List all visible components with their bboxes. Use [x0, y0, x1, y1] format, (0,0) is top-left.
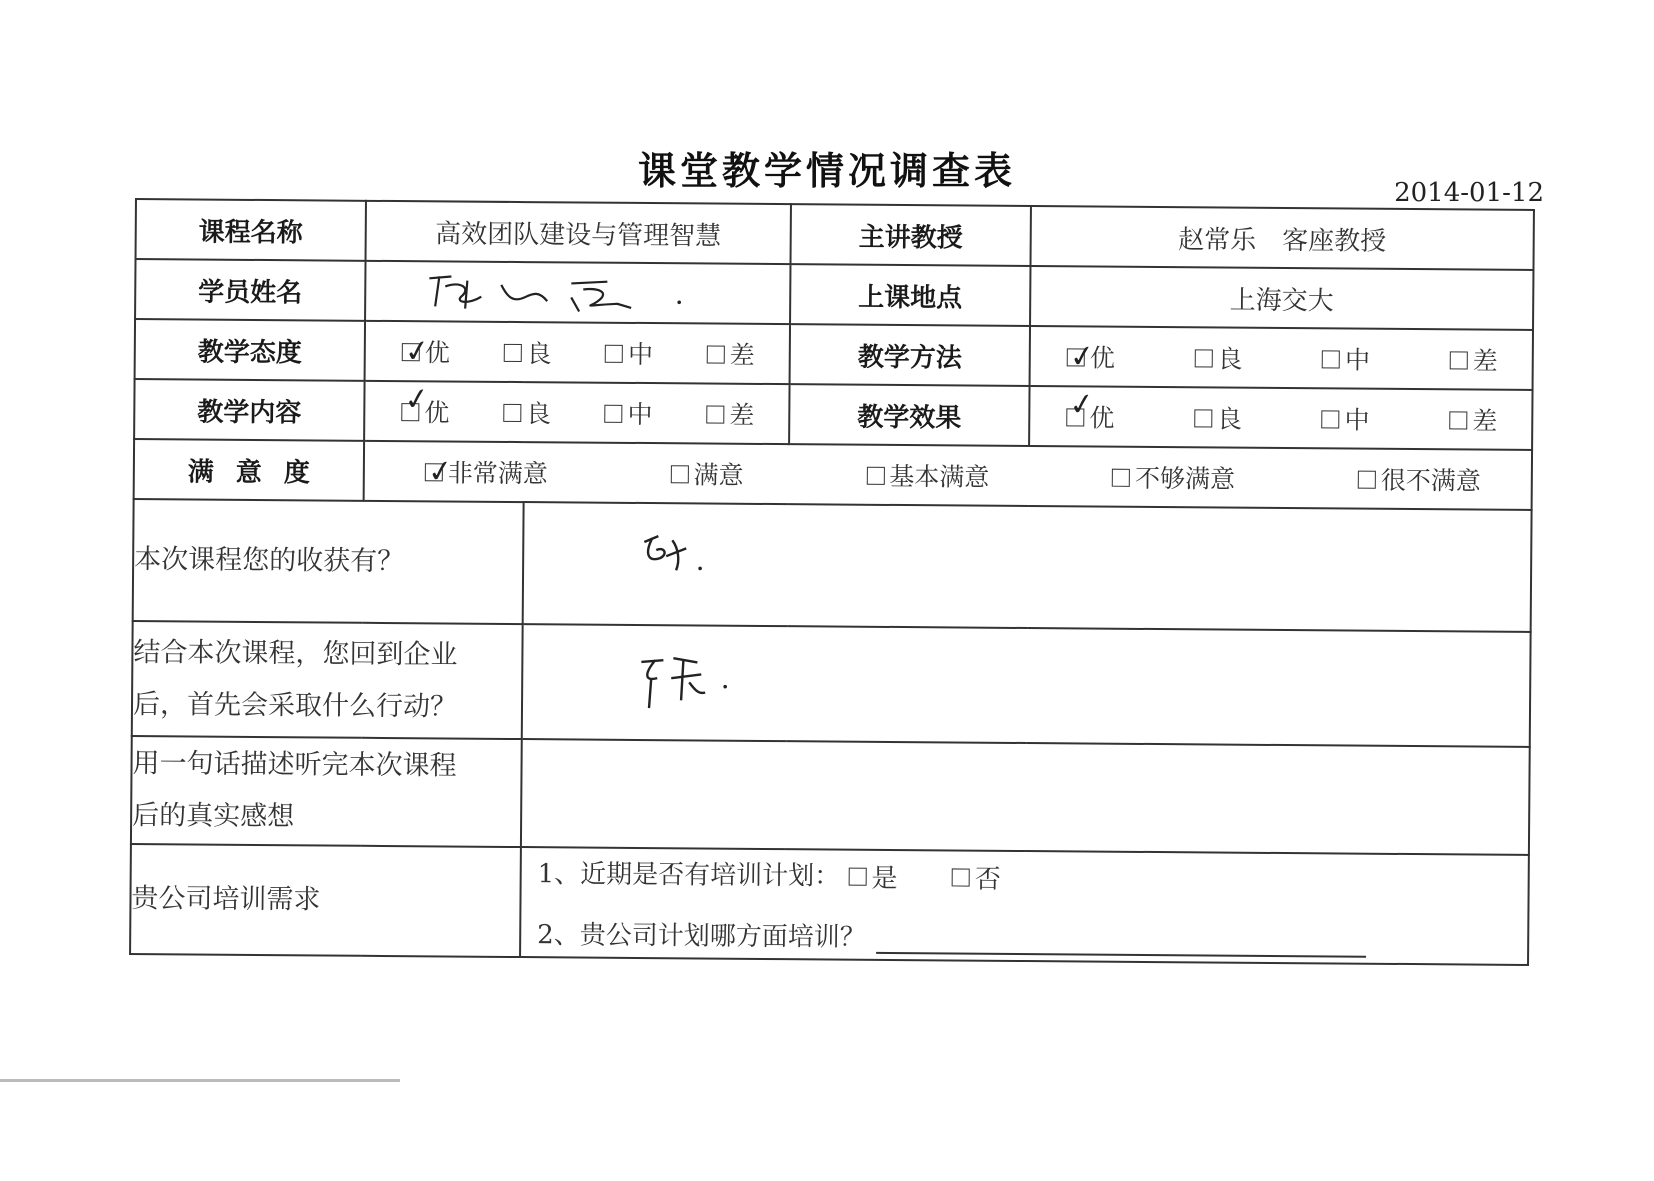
satisfaction-option-very[interactable]: ✓ 非常满意 [425, 452, 548, 491]
student-name-field[interactable] [365, 261, 790, 324]
attitude-option-medium[interactable]: 中 [605, 335, 653, 371]
content-option-excellent[interactable]: ✓ 优 [402, 380, 450, 428]
checkbox-icon[interactable] [605, 405, 623, 423]
satisfaction-option-basic[interactable]: 基本满意 [866, 457, 989, 494]
form-title: 课堂教学情况调查表 [637, 149, 1016, 193]
satisfaction-option-insufficient[interactable]: 不够满意 [1112, 459, 1235, 496]
location-value: 上海交大 [1030, 266, 1533, 330]
handwritten-answer [633, 648, 744, 719]
checkbox-icon[interactable] [605, 345, 623, 363]
course-name-label: 课程名称 [136, 199, 366, 261]
method-option-excellent[interactable]: ✓ 优 [1067, 337, 1115, 376]
checkbox-icon[interactable] [706, 405, 724, 423]
needs-answer-area [520, 847, 1529, 965]
attitude-options [366, 333, 789, 372]
checkmark-icon: ✓ [1067, 337, 1098, 376]
attitude-option-excellent[interactable]: ✓ 优 [402, 332, 450, 371]
student-name-label: 学员姓名 [135, 259, 365, 321]
checkbox-icon[interactable] [1449, 411, 1467, 429]
action-question: 结合本次课程，您回到企业 后，首先会采取什么行动？ [132, 621, 523, 739]
effect-option-poor[interactable]: 差 [1449, 401, 1497, 437]
form-date: 2014-01-12 [1394, 178, 1544, 208]
checkbox-icon[interactable] [503, 404, 521, 422]
handwritten-answer [634, 526, 724, 587]
content-options [365, 380, 788, 432]
area-line [521, 914, 1527, 959]
checkbox-icon[interactable] [1112, 469, 1130, 487]
checkbox-icon[interactable] [1322, 410, 1340, 428]
checkbox-icon[interactable] [503, 344, 521, 362]
professor-value: 赵常乐 客座教授 [1031, 206, 1534, 270]
content-option-medium[interactable]: 中 [604, 395, 652, 431]
effect-option-good[interactable]: 良 [1194, 399, 1242, 435]
checkbox-icon[interactable] [401, 380, 432, 421]
survey-table [129, 198, 1535, 966]
checkbox-icon[interactable] [1194, 349, 1212, 367]
checkbox-icon[interactable] [671, 465, 689, 483]
method-option-good[interactable]: 良 [1194, 339, 1242, 375]
survey-form [128, 198, 1533, 1045]
checkbox-icon[interactable] [1358, 471, 1376, 489]
area-question: 2、贵公司计划哪方面培训？ [537, 919, 866, 953]
gain-question: 本次课程您的收获有？ [133, 499, 524, 624]
location-label: 上课地点 [790, 264, 1030, 326]
scan-edge-line [0, 1079, 400, 1082]
action-answer-field[interactable] [522, 624, 1531, 747]
effect-option-medium[interactable]: 中 [1321, 400, 1369, 436]
plan-option-yes[interactable]: 是 [848, 857, 897, 894]
attitude-label: 教学态度 [135, 319, 365, 381]
feeling-answer-field[interactable] [521, 739, 1530, 855]
checkbox-icon[interactable] [425, 452, 456, 491]
area-answer-line[interactable] [876, 926, 1366, 958]
method-options [1031, 338, 1532, 378]
method-label: 教学方法 [790, 324, 1030, 386]
plan-question: 1、近期是否有培训计划： [537, 859, 841, 892]
checkbox-icon[interactable] [1322, 350, 1340, 368]
satisfaction-label: 满意度 [134, 439, 364, 501]
checkbox-icon[interactable] [402, 332, 433, 371]
content-label: 教学内容 [134, 379, 364, 441]
checkbox-icon[interactable] [1194, 409, 1212, 427]
handwritten-signature [421, 266, 721, 318]
effect-options [1030, 385, 1531, 438]
checkmark-icon: ✓ [402, 380, 432, 419]
effect-label: 教学效果 [789, 384, 1029, 446]
method-option-medium[interactable]: 中 [1322, 340, 1370, 376]
needs-question: 贵公司培训需求 [130, 844, 521, 957]
attitude-option-poor[interactable]: 差 [707, 335, 755, 371]
feeling-question: 用一句话描述听完本次课程 后的真实感想 [131, 736, 522, 847]
effect-option-excellent[interactable]: ✓ 优 [1067, 385, 1115, 433]
satisfaction-options [365, 453, 1531, 498]
checkbox-icon[interactable] [848, 868, 866, 886]
checkbox-icon[interactable] [866, 467, 884, 485]
plan-line [522, 853, 1528, 899]
checkbox-icon[interactable] [707, 345, 725, 363]
checkbox-icon[interactable] [1066, 385, 1097, 426]
checkmark-icon: ✓ [1067, 385, 1097, 424]
checkbox-icon[interactable] [1450, 351, 1468, 369]
attitude-option-good[interactable]: 良 [503, 334, 551, 370]
method-option-poor[interactable]: 差 [1450, 341, 1498, 377]
professor-label: 主讲教授 [791, 204, 1031, 266]
course-name-value: 高效团队建设与管理智慧 [366, 201, 791, 264]
checkbox-icon[interactable] [1067, 337, 1098, 376]
content-option-good[interactable]: 良 [503, 394, 551, 430]
checkmark-icon: ✓ [425, 452, 456, 491]
content-option-poor[interactable]: 差 [706, 395, 754, 431]
gain-answer-field[interactable] [523, 502, 1532, 632]
checkbox-icon[interactable] [952, 869, 970, 887]
satisfaction-option-very-unsatisfied[interactable]: 很不满意 [1358, 461, 1481, 498]
checkmark-icon: ✓ [402, 332, 433, 371]
plan-option-no[interactable]: 否 [952, 858, 1001, 895]
satisfaction-option-satisfied[interactable]: 满意 [670, 455, 743, 492]
